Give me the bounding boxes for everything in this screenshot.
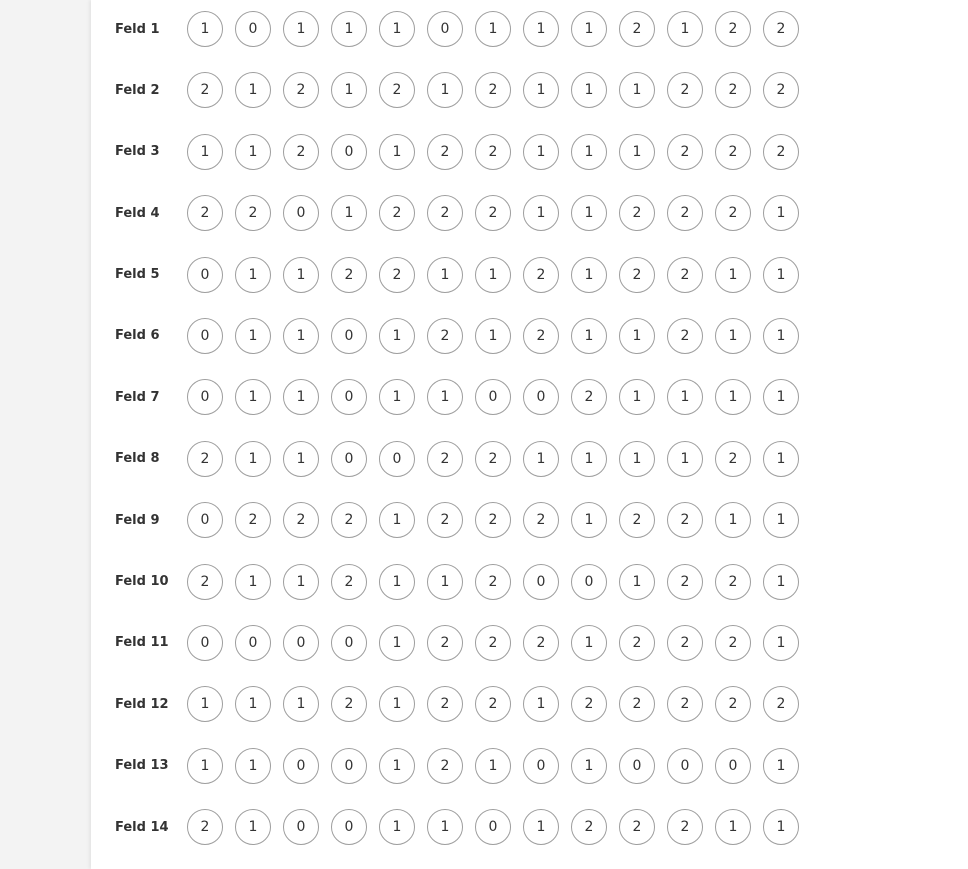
tip-circle[interactable]: 1 [667,379,703,415]
tip-circle[interactable]: 1 [187,134,223,170]
tip-circle[interactable]: 2 [715,686,751,722]
field-options [187,257,811,293]
tip-circle[interactable]: 1 [283,257,319,293]
tip-circle[interactable]: 1 [667,11,703,47]
tip-circle[interactable]: 2 [427,441,463,477]
tip-circle[interactable]: 2 [283,134,319,170]
tip-circle[interactable]: 2 [667,257,703,293]
tip-circle[interactable]: 2 [331,257,367,293]
tip-circle[interactable]: 1 [763,195,799,231]
tip-circle[interactable]: 1 [427,809,463,845]
tip-circle[interactable]: 2 [475,502,511,538]
tip-circle[interactable]: 1 [379,502,415,538]
tip-circle[interactable]: 1 [379,625,415,661]
tip-circle[interactable]: 1 [475,318,511,354]
tip-circle[interactable]: 1 [571,625,607,661]
tip-circle[interactable]: 1 [619,318,655,354]
tip-circle[interactable]: 2 [763,686,799,722]
tip-circle[interactable]: 2 [619,257,655,293]
tip-circle[interactable]: 2 [571,809,607,845]
tip-circle[interactable]: 1 [619,379,655,415]
tip-circle[interactable]: 2 [523,318,559,354]
tip-circle[interactable]: 1 [763,625,799,661]
tip-circle[interactable]: 1 [283,11,319,47]
tip-circle[interactable]: 0 [523,564,559,600]
tip-circle[interactable]: 1 [379,318,415,354]
tip-circle[interactable]: 0 [187,318,223,354]
tip-circle[interactable]: 2 [283,502,319,538]
tip-circle[interactable]: 1 [667,441,703,477]
tip-circle[interactable]: 1 [235,748,271,784]
tip-circle[interactable]: 1 [379,564,415,600]
tip-circle[interactable]: 1 [283,441,319,477]
tip-circle[interactable]: 2 [331,686,367,722]
field-options [187,195,811,231]
tip-circle[interactable]: 1 [715,318,751,354]
field-row [115,747,811,785]
tip-circle[interactable]: 1 [571,11,607,47]
tip-circle[interactable]: 1 [571,441,607,477]
tip-circle[interactable]: 1 [763,441,799,477]
tip-circle[interactable]: 1 [331,11,367,47]
tip-circle[interactable]: 2 [763,134,799,170]
field-label: Feld 13 [115,758,169,774]
field-options [187,686,811,722]
field-options [187,134,811,170]
tip-circle[interactable]: 2 [523,625,559,661]
tip-circle[interactable]: 1 [763,318,799,354]
tip-circle[interactable]: 2 [667,72,703,108]
tip-circle[interactable]: 0 [379,441,415,477]
tip-circle[interactable]: 2 [187,809,223,845]
tip-circle[interactable]: 2 [763,72,799,108]
field-label: Feld 12 [115,696,169,712]
tip-circle[interactable]: 1 [379,809,415,845]
tip-circle[interactable]: 1 [619,441,655,477]
tip-circle[interactable]: 0 [235,625,271,661]
field-label: Feld 14 [115,819,169,835]
tip-circle[interactable]: 0 [571,564,607,600]
tip-circle[interactable]: 1 [523,195,559,231]
tip-circle[interactable]: 0 [331,441,367,477]
tip-circle[interactable]: 1 [523,809,559,845]
tip-circle[interactable]: 0 [187,625,223,661]
tip-circle[interactable]: 1 [715,502,751,538]
field-options [187,72,811,108]
tip-circle[interactable]: 1 [715,379,751,415]
tip-circle[interactable]: 2 [619,686,655,722]
tip-circle[interactable]: 2 [619,809,655,845]
tip-circle[interactable]: 2 [667,809,703,845]
tip-circle[interactable]: 2 [763,11,799,47]
tip-circle[interactable]: 1 [283,564,319,600]
tip-circle[interactable]: 2 [571,379,607,415]
tip-circle[interactable]: 2 [427,625,463,661]
tip-circle[interactable]: 1 [571,318,607,354]
tip-circle[interactable]: 1 [427,379,463,415]
tip-circle[interactable]: 0 [619,748,655,784]
tip-circle[interactable]: 1 [379,686,415,722]
tip-circle[interactable]: 0 [331,748,367,784]
tip-circle[interactable]: 0 [331,134,367,170]
field-options [187,564,811,600]
tip-circle[interactable]: 1 [283,686,319,722]
tip-circle[interactable]: 2 [187,441,223,477]
tip-circle[interactable]: 2 [475,441,511,477]
tip-circle[interactable]: 0 [667,748,703,784]
tip-circle[interactable]: 2 [331,564,367,600]
tip-circle[interactable]: 2 [475,134,511,170]
tip-circle[interactable]: 1 [331,72,367,108]
tip-circle[interactable]: 2 [187,564,223,600]
tip-circle[interactable]: 2 [715,195,751,231]
tip-circle[interactable]: 1 [379,134,415,170]
field-row [115,563,811,601]
tip-circle[interactable]: 1 [523,11,559,47]
tip-circle[interactable]: 1 [619,72,655,108]
tip-circle[interactable]: 2 [427,195,463,231]
field-options [187,625,811,661]
tip-circle[interactable]: 0 [475,809,511,845]
tip-circle[interactable]: 1 [235,134,271,170]
tip-circle[interactable]: 0 [331,625,367,661]
field-row [115,133,811,171]
tip-circle[interactable]: 2 [331,502,367,538]
field-row [115,685,811,723]
field-row [115,501,811,539]
tip-circle[interactable]: 1 [187,11,223,47]
tip-circle[interactable]: 1 [523,686,559,722]
field-label: Feld 8 [115,451,160,467]
field-row [115,317,811,355]
tip-circle[interactable]: 0 [523,379,559,415]
tip-circle[interactable]: 1 [715,257,751,293]
field-label: Feld 10 [115,574,169,590]
tip-circle[interactable]: 0 [283,195,319,231]
tip-sheet [91,0,968,869]
tip-circle[interactable]: 2 [667,502,703,538]
tip-circle[interactable]: 1 [331,195,367,231]
tip-circle[interactable]: 1 [763,257,799,293]
tip-circle[interactable]: 1 [571,502,607,538]
field-row [115,440,811,478]
field-row [115,194,811,232]
field-label: Feld 3 [115,144,160,160]
tip-circle[interactable]: 2 [235,195,271,231]
tip-circle[interactable]: 2 [187,195,223,231]
tip-circle[interactable]: 1 [379,748,415,784]
tip-circle[interactable]: 1 [475,257,511,293]
tip-circle[interactable]: 1 [427,72,463,108]
tip-circle[interactable]: 2 [715,441,751,477]
tip-circle[interactable]: 2 [379,195,415,231]
field-rows [115,10,811,869]
tip-circle[interactable]: 2 [667,318,703,354]
tip-circle[interactable]: 1 [283,379,319,415]
tip-circle[interactable]: 1 [427,257,463,293]
field-options [187,748,811,784]
tip-circle[interactable]: 0 [187,257,223,293]
field-label: Feld 1 [115,21,160,37]
tip-circle[interactable]: 0 [331,379,367,415]
tip-circle[interactable]: 1 [523,441,559,477]
tip-circle[interactable]: 1 [379,11,415,47]
field-row [115,256,811,294]
tip-circle[interactable]: 0 [283,809,319,845]
tip-circle[interactable]: 0 [331,318,367,354]
tip-circle[interactable]: 2 [379,257,415,293]
tip-circle[interactable]: 2 [667,625,703,661]
field-options [187,502,811,538]
tip-circle[interactable]: 2 [619,11,655,47]
tip-circle[interactable]: 0 [283,748,319,784]
field-label: Feld 9 [115,512,160,528]
tip-circle[interactable]: 1 [235,318,271,354]
tip-circle[interactable]: 2 [715,625,751,661]
tip-circle[interactable]: 1 [619,134,655,170]
tip-circle[interactable]: 2 [523,257,559,293]
field-label: Feld 4 [115,205,160,221]
tip-circle[interactable]: 1 [475,748,511,784]
tip-circle[interactable]: 1 [379,379,415,415]
field-options [187,441,811,477]
tip-circle[interactable]: 2 [715,564,751,600]
tip-circle[interactable]: 2 [523,502,559,538]
field-row [115,71,811,109]
tip-circle[interactable]: 1 [571,72,607,108]
field-label: Feld 11 [115,635,169,651]
tip-circle[interactable]: 1 [235,72,271,108]
tip-circle[interactable]: 2 [283,72,319,108]
tip-circle[interactable]: 2 [427,686,463,722]
tip-circle[interactable]: 1 [571,195,607,231]
tip-circle[interactable]: 1 [235,257,271,293]
tip-circle[interactable]: 1 [763,379,799,415]
tip-circle[interactable]: 1 [235,441,271,477]
field-options [187,318,811,354]
tip-circle[interactable]: 2 [715,72,751,108]
field-label: Feld 7 [115,389,160,405]
tip-circle[interactable]: 1 [235,809,271,845]
tip-circle[interactable]: 1 [235,564,271,600]
tip-circle[interactable]: 1 [763,748,799,784]
tip-circle[interactable]: 2 [667,686,703,722]
tip-circle[interactable]: 0 [715,748,751,784]
tip-circle[interactable]: 2 [187,72,223,108]
tip-circle[interactable]: 1 [427,564,463,600]
tip-circle[interactable]: 0 [235,11,271,47]
field-row [115,10,811,48]
tip-circle[interactable]: 1 [235,686,271,722]
tip-circle[interactable]: 1 [523,134,559,170]
tip-circle[interactable]: 2 [427,134,463,170]
field-label: Feld 2 [115,82,160,98]
tip-circle[interactable]: 2 [427,748,463,784]
tip-circle[interactable]: 1 [715,809,751,845]
tip-circle[interactable]: 0 [331,809,367,845]
tip-circle[interactable]: 2 [667,564,703,600]
tip-circle[interactable]: 2 [475,564,511,600]
tip-circle[interactable]: 2 [475,686,511,722]
tip-circle[interactable]: 0 [523,748,559,784]
tip-circle[interactable]: 2 [475,625,511,661]
field-row [115,378,811,416]
field-label: Feld 5 [115,267,160,283]
tip-circle[interactable]: 0 [475,379,511,415]
tip-circle[interactable]: 1 [571,748,607,784]
tip-circle[interactable]: 2 [571,686,607,722]
tip-circle[interactable]: 2 [619,625,655,661]
tip-circle[interactable]: 1 [187,748,223,784]
tip-circle[interactable]: 1 [619,564,655,600]
field-label: Feld 6 [115,328,160,344]
tip-circle[interactable]: 1 [283,318,319,354]
tip-circle[interactable]: 2 [667,134,703,170]
tip-circle[interactable]: 2 [715,11,751,47]
field-row [115,808,811,846]
field-options [187,809,811,845]
field-options [187,11,811,47]
tip-circle[interactable]: 1 [571,134,607,170]
tip-circle[interactable]: 2 [619,502,655,538]
tip-circle[interactable]: 2 [475,72,511,108]
tip-circle[interactable]: 1 [523,72,559,108]
tip-circle[interactable]: 0 [187,502,223,538]
tip-circle[interactable]: 2 [475,195,511,231]
tip-circle[interactable]: 2 [619,195,655,231]
tip-circle[interactable]: 2 [667,195,703,231]
tip-circle[interactable]: 1 [763,502,799,538]
tip-circle[interactable]: 1 [187,686,223,722]
field-options [187,379,811,415]
tip-circle[interactable]: 2 [379,72,415,108]
tip-circle[interactable]: 2 [427,318,463,354]
tip-circle[interactable]: 0 [427,11,463,47]
tip-circle[interactable]: 1 [763,809,799,845]
tip-circle[interactable]: 1 [571,257,607,293]
tip-circle[interactable]: 2 [427,502,463,538]
tip-circle[interactable]: 0 [187,379,223,415]
tip-circle[interactable]: 2 [715,134,751,170]
tip-circle[interactable]: 2 [235,502,271,538]
tip-circle[interactable]: 1 [235,379,271,415]
tip-circle[interactable]: 0 [283,625,319,661]
tip-circle[interactable]: 1 [763,564,799,600]
field-row [115,624,811,662]
tip-circle[interactable]: 1 [475,11,511,47]
